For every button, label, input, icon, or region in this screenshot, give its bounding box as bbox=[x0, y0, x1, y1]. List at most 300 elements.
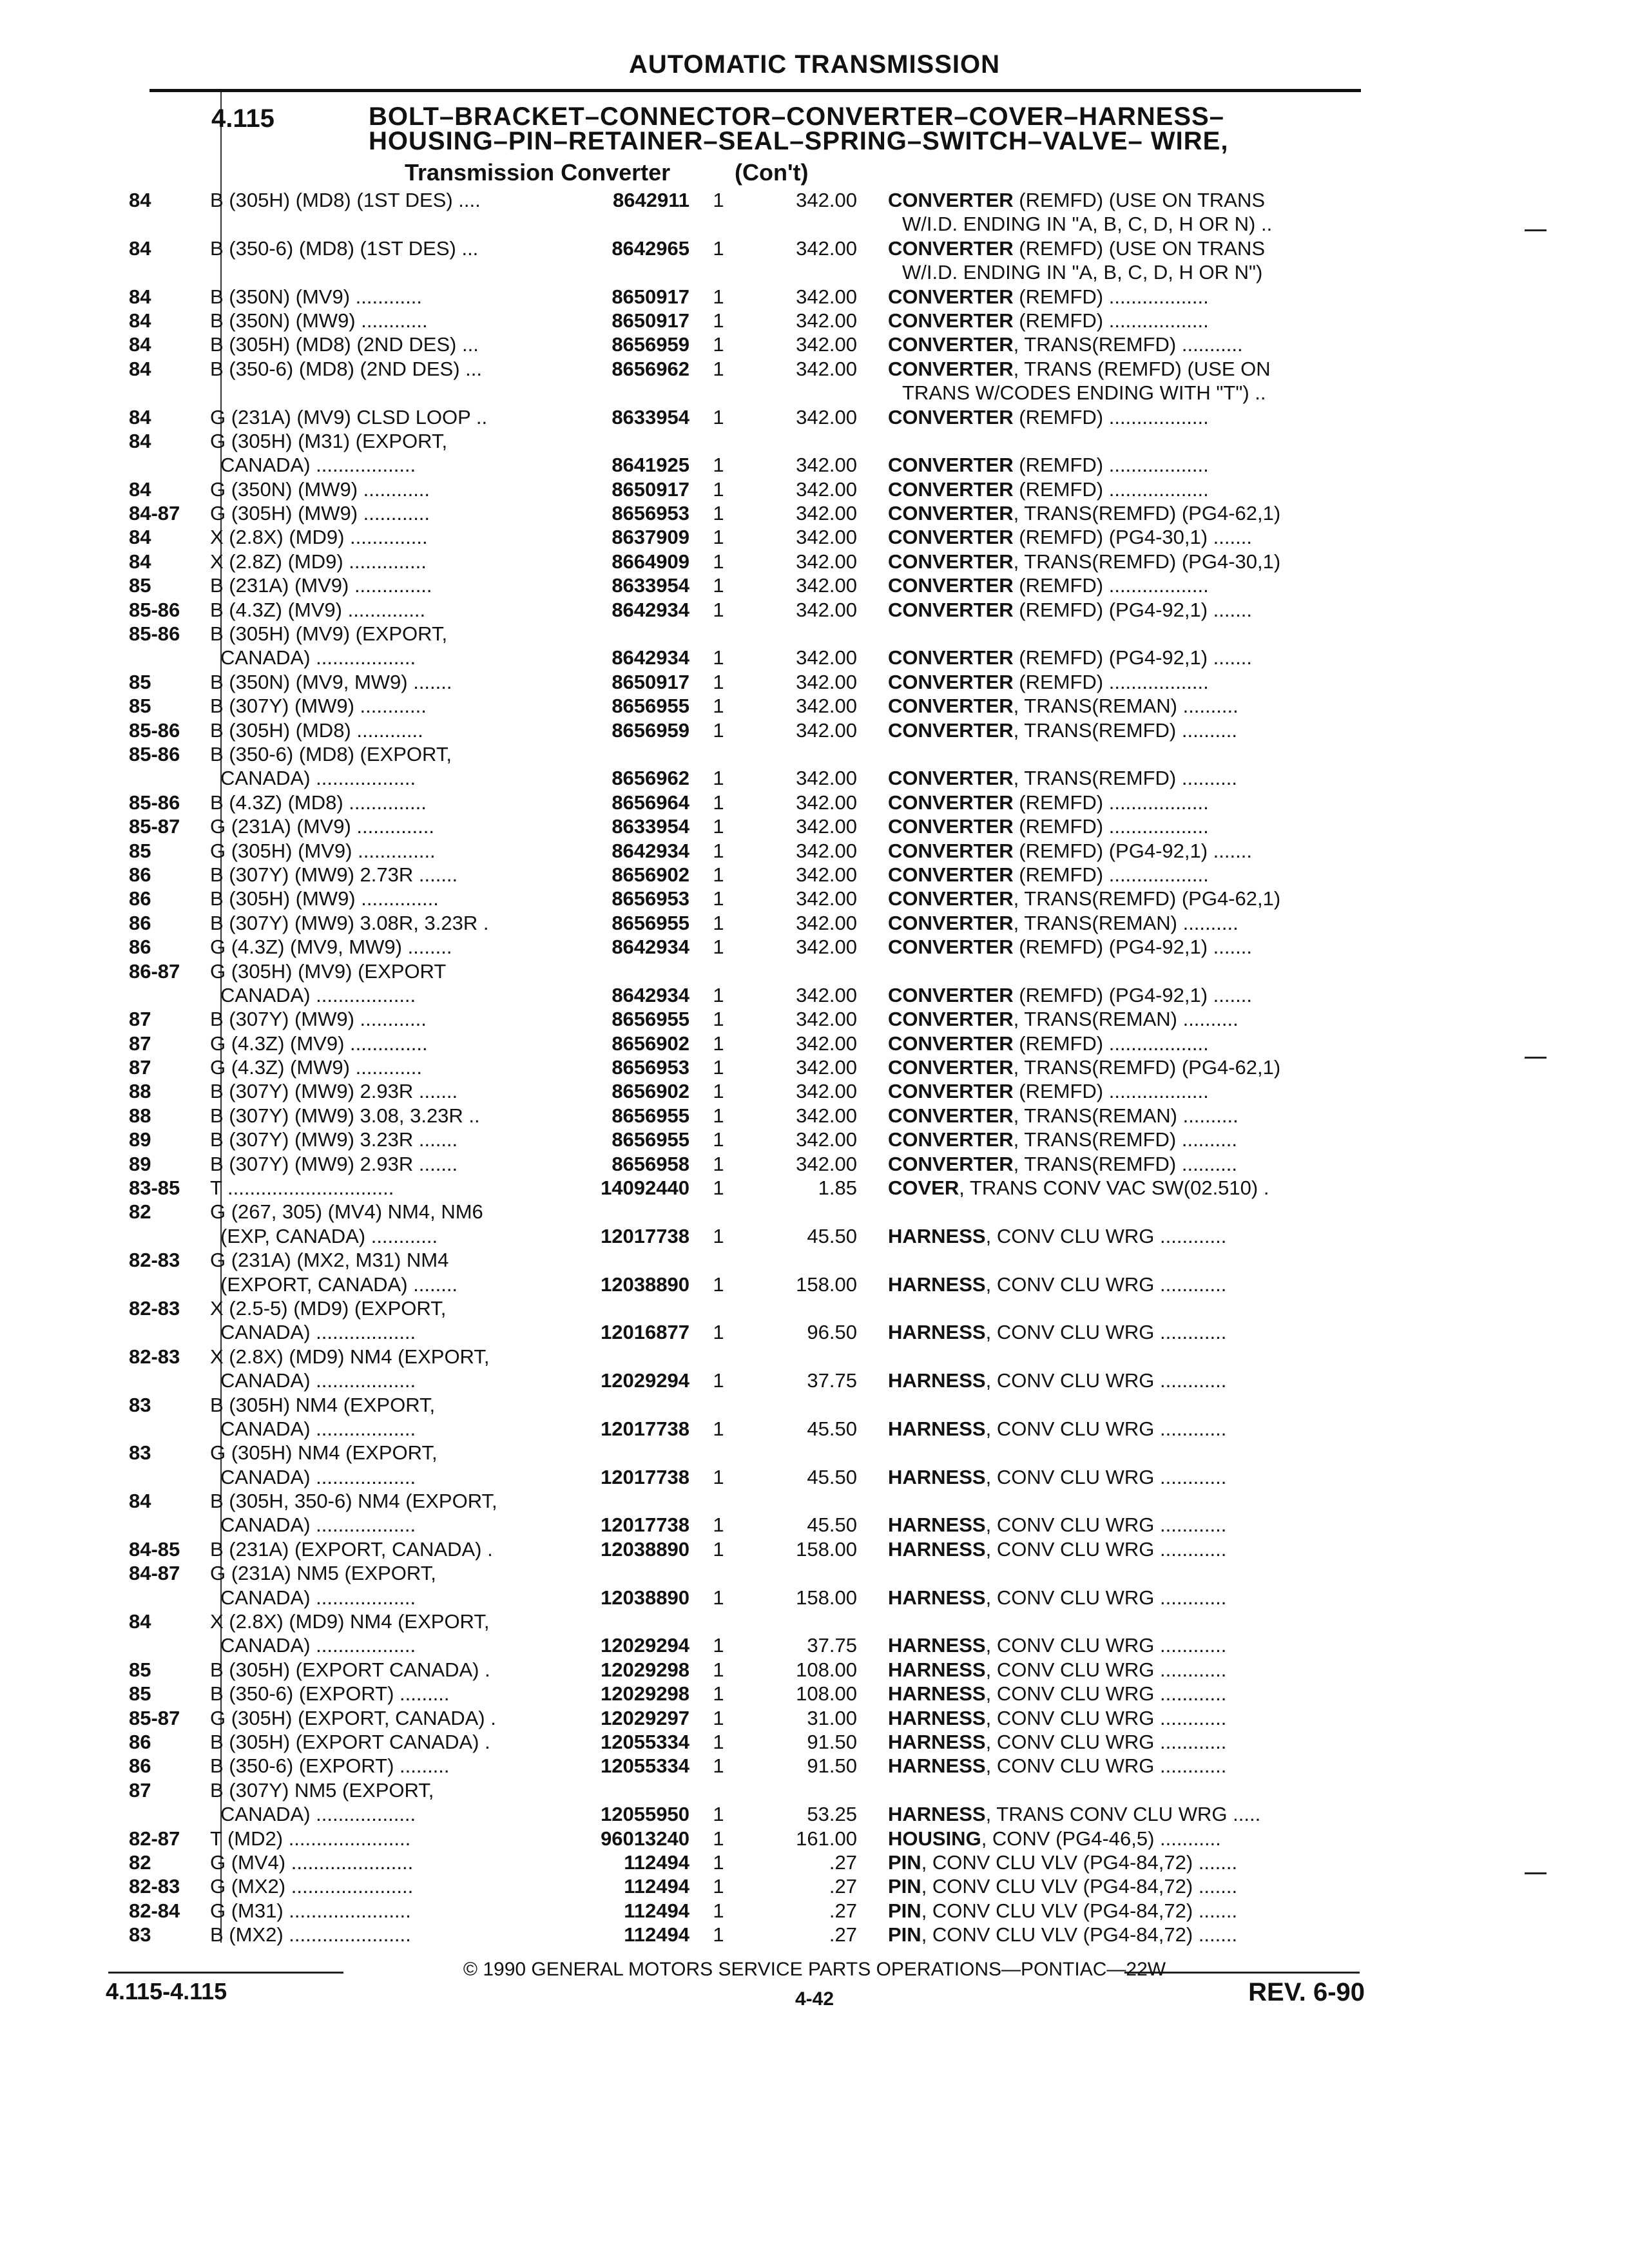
table-row bbox=[0, 1441, 1629, 1465]
row-part-name: CONVERTER (REMFD) .................. bbox=[888, 1032, 1209, 1055]
part-name-keyword: CONVERTER bbox=[888, 695, 1014, 718]
row-part-number: 8656902 bbox=[612, 1032, 689, 1055]
row-description: X (2.8X) (MD9) NM4 (EXPORT, bbox=[210, 1345, 490, 1368]
row-part-number: 8656964 bbox=[612, 791, 689, 814]
row-year: 84 bbox=[129, 526, 151, 549]
row-quantity: 1 bbox=[713, 887, 724, 910]
row-quantity: 1 bbox=[713, 1827, 724, 1850]
row-quantity: 1 bbox=[713, 574, 724, 597]
row-description: CANADA) .................. bbox=[220, 1634, 416, 1657]
row-price: 342.00 bbox=[796, 189, 857, 211]
row-price: 342.00 bbox=[796, 911, 857, 934]
row-price: 342.00 bbox=[796, 887, 857, 910]
row-part-number: 8642934 bbox=[612, 598, 689, 621]
row-price: 108.00 bbox=[796, 1658, 857, 1681]
row-part-number: 8650917 bbox=[612, 285, 689, 308]
row-part-name: CONVERTER, TRANS(REMAN) .......... bbox=[888, 695, 1239, 718]
row-part-number: 8656962 bbox=[612, 357, 689, 380]
row-description: G (4.3Z) (MV9, MW9) ........ bbox=[210, 936, 452, 959]
row-price: 342.00 bbox=[796, 1008, 857, 1031]
row-part-name: HARNESS, CONV CLU WRG ............ bbox=[888, 1634, 1227, 1657]
part-name-keyword: CONVERTER bbox=[888, 1128, 1014, 1151]
row-part-name: HARNESS, CONV CLU WRG ............ bbox=[888, 1514, 1227, 1537]
row-description: G (267, 305) (MV4) NM4, NM6 bbox=[210, 1200, 483, 1224]
row-description: B (307Y) (MW9) 3.08, 3.23R .. bbox=[210, 1104, 480, 1127]
row-year: 84 bbox=[129, 477, 151, 501]
row-year: 84 bbox=[129, 189, 151, 211]
table-row bbox=[0, 1537, 1629, 1561]
row-price: 342.00 bbox=[796, 598, 857, 621]
table-row bbox=[0, 935, 1629, 959]
row-year: 85-86 bbox=[129, 598, 180, 621]
row-year: 84 bbox=[129, 429, 151, 452]
row-year: 84 bbox=[129, 309, 151, 332]
row-price: 342.00 bbox=[796, 1152, 857, 1175]
row-part-number: 12017738 bbox=[601, 1417, 689, 1440]
part-name-keyword: HARNESS bbox=[888, 1369, 986, 1392]
row-description: B (350-6) (MD8) (2ND DES) ... bbox=[210, 357, 483, 380]
table-row bbox=[0, 1633, 1629, 1657]
row-description: G (305H) (MV9) .............. bbox=[210, 839, 436, 862]
row-price: 45.50 bbox=[807, 1514, 857, 1537]
row-quantity: 1 bbox=[713, 1754, 724, 1778]
row-price: 158.00 bbox=[796, 1537, 857, 1561]
part-name-keyword: CONVERTER bbox=[888, 333, 1014, 356]
row-description: CANADA) .................. bbox=[220, 1369, 416, 1392]
table-row bbox=[0, 598, 1629, 622]
part-name-keyword: CONVERTER bbox=[888, 357, 1014, 380]
part-name-keyword: CONVERTER bbox=[888, 526, 1014, 549]
section-title-line: HOUSING–PIN–RETAINER–SEAL–SPRING–SWITCH–VALVE– WIRE, bbox=[369, 127, 1229, 155]
part-name-keyword: HOUSING bbox=[888, 1827, 981, 1850]
row-year: 84 bbox=[129, 333, 151, 356]
part-name-keyword: CONVERTER bbox=[888, 670, 1014, 693]
row-description: B (231A) (MV9) .............. bbox=[210, 574, 432, 597]
row-price: 342.00 bbox=[796, 936, 857, 959]
row-year: 85 bbox=[129, 839, 151, 862]
row-part-name: CONVERTER (REMFD) .................. bbox=[888, 1080, 1209, 1103]
row-part-name: COVER, TRANS CONV VAC SW(02.510) . bbox=[888, 1177, 1269, 1200]
row-part-number: 8633954 bbox=[612, 815, 689, 838]
part-name-keyword: HARNESS bbox=[888, 1634, 986, 1657]
part-name-keyword: HARNESS bbox=[888, 1417, 986, 1440]
row-part-name: CONVERTER (REMFD) (PG4-92,1) ....... bbox=[888, 839, 1252, 862]
row-year: 84 bbox=[129, 285, 151, 308]
row-description: B (305H) (EXPORT CANADA) . bbox=[210, 1731, 490, 1753]
row-quantity: 1 bbox=[713, 1152, 724, 1175]
row-description: X (2.8X) (MD9) .............. bbox=[210, 526, 428, 549]
part-name-keyword: HARNESS bbox=[888, 1682, 986, 1706]
row-part-name: CONVERTER, TRANS (REMFD) (USE ON bbox=[888, 357, 1271, 380]
row-year: 84-87 bbox=[129, 502, 180, 525]
table-row bbox=[0, 1224, 1629, 1248]
row-year: 82-83 bbox=[129, 1345, 180, 1368]
row-price: 342.00 bbox=[796, 767, 857, 790]
row-quantity: 1 bbox=[713, 526, 724, 549]
row-quantity: 1 bbox=[713, 1923, 724, 1946]
row-price: 342.00 bbox=[796, 646, 857, 669]
row-price: 158.00 bbox=[796, 1273, 857, 1296]
row-year: 83 bbox=[129, 1923, 151, 1946]
row-quantity: 1 bbox=[713, 936, 724, 959]
row-description: CANADA) .................. bbox=[220, 1586, 416, 1609]
section-subtitle: Transmission Converter bbox=[405, 159, 671, 186]
row-description: G (305H) (MW9) ............ bbox=[210, 502, 430, 525]
row-part-number: 12038890 bbox=[601, 1537, 689, 1561]
row-description: X (2.8X) (MD9) NM4 (EXPORT, bbox=[210, 1610, 490, 1633]
row-quantity: 1 bbox=[713, 815, 724, 838]
row-part-name: CONVERTER (REMFD) .................. bbox=[888, 670, 1209, 693]
row-quantity: 1 bbox=[713, 911, 724, 934]
section-number: 4.115 bbox=[211, 104, 275, 133]
row-part-name: CONVERTER (REMFD) .................. bbox=[888, 791, 1209, 814]
row-quantity: 1 bbox=[713, 285, 724, 308]
header-rule bbox=[149, 89, 1361, 92]
row-part-number: 8637909 bbox=[612, 526, 689, 549]
part-name-keyword: HARNESS bbox=[888, 1224, 986, 1247]
part-name-keyword: CONVERTER bbox=[888, 550, 1014, 573]
row-description: G (305H) (MV9) (EXPORT bbox=[210, 959, 447, 983]
row-quantity: 1 bbox=[713, 598, 724, 621]
row-part-number: 8656962 bbox=[612, 767, 689, 790]
row-part-number: 8642934 bbox=[612, 936, 689, 959]
part-name-keyword: HARNESS bbox=[888, 1803, 986, 1826]
row-description: B (4.3Z) (MV9) .............. bbox=[210, 598, 426, 621]
row-description: G (M31) ...................... bbox=[210, 1899, 411, 1922]
row-year: 84-87 bbox=[129, 1562, 180, 1585]
row-quantity: 1 bbox=[713, 1850, 724, 1874]
row-part-number: 112494 bbox=[624, 1923, 689, 1946]
row-year: 82-84 bbox=[129, 1899, 180, 1922]
row-part-number: 12038890 bbox=[601, 1586, 689, 1609]
row-price: .27 bbox=[829, 1875, 857, 1898]
row-part-name: CONVERTER (REMFD) .................. bbox=[888, 285, 1209, 308]
row-part-name: TRANS W/CODES ENDING WITH "T") .. bbox=[902, 381, 1266, 405]
row-description: B (350-6) (MD8) (1ST DES) ... bbox=[210, 236, 479, 260]
part-name-keyword: CONVERTER bbox=[888, 598, 1014, 621]
row-year: 85 bbox=[129, 1682, 151, 1706]
part-name-keyword: CONVERTER bbox=[888, 309, 1014, 332]
part-name-keyword: CONVERTER bbox=[888, 1152, 1014, 1175]
row-part-number: 8656959 bbox=[612, 718, 689, 742]
row-quantity: 1 bbox=[713, 1128, 724, 1151]
row-part-name: HARNESS, CONV CLU WRG ............ bbox=[888, 1369, 1227, 1392]
row-price: 342.00 bbox=[796, 695, 857, 718]
table-row bbox=[0, 1658, 1629, 1682]
part-name-keyword: CONVERTER bbox=[888, 502, 1014, 525]
row-price: 342.00 bbox=[796, 839, 857, 862]
part-name-keyword: COVER bbox=[888, 1177, 959, 1200]
row-quantity: 1 bbox=[713, 189, 724, 211]
row-price: .27 bbox=[829, 1923, 857, 1946]
row-quantity: 1 bbox=[713, 718, 724, 742]
part-name-keyword: HARNESS bbox=[888, 1465, 986, 1488]
table-row bbox=[0, 1176, 1629, 1200]
row-year: 84 bbox=[129, 1610, 151, 1633]
row-price: 342.00 bbox=[796, 1104, 857, 1127]
row-price: 37.75 bbox=[807, 1634, 857, 1657]
row-price: 342.00 bbox=[796, 333, 857, 356]
row-description: (EXP, CANADA) ............ bbox=[220, 1224, 438, 1247]
row-part-number: 12029298 bbox=[601, 1682, 689, 1706]
row-year: 86 bbox=[129, 863, 151, 886]
row-part-name: CONVERTER, TRANS(REMAN) .......... bbox=[888, 911, 1239, 934]
part-name-keyword: HARNESS bbox=[888, 1658, 986, 1681]
table-row bbox=[0, 1369, 1629, 1392]
row-price: 342.00 bbox=[796, 405, 857, 428]
row-year: 82-83 bbox=[129, 1296, 180, 1320]
row-quantity: 1 bbox=[713, 646, 724, 669]
row-part-name: CONVERTER, TRANS(REMFD) .......... bbox=[888, 718, 1237, 742]
row-part-number: 112494 bbox=[624, 1875, 689, 1898]
row-part-number: 8656902 bbox=[612, 1080, 689, 1103]
row-year: 84-85 bbox=[129, 1537, 180, 1561]
row-part-name: CONVERTER, TRANS(REMFD) (PG4-62,1) bbox=[888, 887, 1281, 910]
part-name-keyword: CONVERTER bbox=[888, 936, 1014, 959]
row-part-name: CONVERTER, TRANS(REMAN) .......... bbox=[888, 1104, 1239, 1127]
row-quantity: 1 bbox=[713, 477, 724, 501]
row-part-name: W/I.D. ENDING IN "A, B, C, D, H OR N") bbox=[902, 261, 1263, 284]
row-part-number: 8633954 bbox=[612, 574, 689, 597]
table-row bbox=[0, 1802, 1629, 1826]
row-part-name: PIN, CONV CLU VLV (PG4-84,72) ....... bbox=[888, 1875, 1238, 1898]
row-price: 342.00 bbox=[796, 1080, 857, 1103]
row-description: B (305H, 350-6) NM4 (EXPORT, bbox=[210, 1490, 497, 1513]
row-part-number: 8642934 bbox=[612, 646, 689, 669]
row-part-number: 14092440 bbox=[601, 1177, 689, 1200]
row-quantity: 1 bbox=[713, 695, 724, 718]
row-part-number: 12029297 bbox=[601, 1706, 689, 1729]
row-year: 85-86 bbox=[129, 742, 180, 765]
row-part-name: CONVERTER (REMFD) (USE ON TRANS bbox=[888, 189, 1266, 211]
row-quantity: 1 bbox=[713, 1056, 724, 1079]
part-name-keyword: CONVERTER bbox=[888, 189, 1014, 211]
row-part-number: 8633954 bbox=[612, 405, 689, 428]
row-quantity: 1 bbox=[713, 1706, 724, 1729]
row-description: B (MX2) ...................... bbox=[210, 1923, 411, 1946]
table-row bbox=[0, 983, 1629, 1007]
table-row bbox=[0, 1345, 1629, 1369]
row-year: 86-87 bbox=[129, 959, 180, 983]
row-price: 37.75 bbox=[807, 1369, 857, 1392]
row-year: 87 bbox=[129, 1778, 151, 1802]
footer-revision: REV. 6-90 bbox=[1248, 1978, 1365, 2006]
part-name-keyword: CONVERTER bbox=[888, 574, 1014, 597]
part-name-keyword: PIN bbox=[888, 1850, 921, 1874]
part-name-keyword: HARNESS bbox=[888, 1321, 986, 1344]
row-year: 83 bbox=[129, 1441, 151, 1465]
row-quantity: 1 bbox=[713, 1177, 724, 1200]
row-year: 82-83 bbox=[129, 1249, 180, 1272]
row-description: CANADA) .................. bbox=[220, 1803, 416, 1826]
row-price: 342.00 bbox=[796, 815, 857, 838]
table-row bbox=[0, 1032, 1629, 1055]
table-row bbox=[0, 911, 1629, 935]
row-description: B (305H) (EXPORT CANADA) . bbox=[210, 1658, 490, 1681]
row-year: 86 bbox=[129, 1754, 151, 1778]
table-row bbox=[0, 1320, 1629, 1344]
row-part-number: 12029298 bbox=[601, 1658, 689, 1681]
row-year: 88 bbox=[129, 1104, 151, 1127]
row-description: T .............................. bbox=[210, 1177, 394, 1200]
part-name-keyword: CONVERTER bbox=[888, 863, 1014, 886]
row-part-number: 8642965 bbox=[612, 236, 689, 260]
table-row bbox=[0, 1007, 1629, 1031]
row-part-name: HOUSING, CONV (PG4-46,5) ........... bbox=[888, 1827, 1221, 1850]
table-row bbox=[0, 1248, 1629, 1272]
part-name-keyword: CONVERTER bbox=[888, 454, 1014, 477]
table-row bbox=[0, 1586, 1629, 1610]
row-year: 86 bbox=[129, 887, 151, 910]
table-row bbox=[0, 453, 1629, 477]
row-description: G (4.3Z) (MW9) ............ bbox=[210, 1056, 422, 1079]
table-row bbox=[0, 1296, 1629, 1320]
table-row bbox=[0, 959, 1629, 983]
table-row bbox=[0, 1923, 1629, 1946]
row-year: 85-87 bbox=[129, 815, 180, 838]
table-row bbox=[0, 1465, 1629, 1489]
table-row bbox=[0, 477, 1629, 501]
row-part-name: HARNESS, TRANS CONV CLU WRG ..... bbox=[888, 1803, 1261, 1826]
table-row bbox=[0, 1200, 1629, 1224]
row-quantity: 1 bbox=[713, 1273, 724, 1296]
row-description: CANADA) .................. bbox=[220, 1321, 416, 1344]
table-row bbox=[0, 1874, 1629, 1898]
table-row bbox=[0, 646, 1629, 669]
row-description: B (231A) (EXPORT, CANADA) . bbox=[210, 1537, 493, 1561]
row-year: 89 bbox=[129, 1128, 151, 1151]
row-part-number: 12017738 bbox=[601, 1224, 689, 1247]
row-quantity: 1 bbox=[713, 357, 724, 380]
row-description: B (350-6) (EXPORT) ......... bbox=[210, 1754, 450, 1778]
row-description: B (305H) (MV9) (EXPORT, bbox=[210, 622, 448, 646]
row-year: 85 bbox=[129, 670, 151, 693]
row-part-number: 8656958 bbox=[612, 1152, 689, 1175]
row-quantity: 1 bbox=[713, 236, 724, 260]
row-year: 82 bbox=[129, 1850, 151, 1874]
row-quantity: 1 bbox=[713, 1465, 724, 1488]
table-row bbox=[0, 188, 1629, 212]
row-price: 342.00 bbox=[796, 236, 857, 260]
row-price: 45.50 bbox=[807, 1465, 857, 1488]
row-price: 161.00 bbox=[796, 1827, 857, 1850]
row-price: 342.00 bbox=[796, 526, 857, 549]
row-description: B (307Y) (MW9) 3.23R ....... bbox=[210, 1128, 458, 1151]
part-name-keyword: CONVERTER bbox=[888, 1104, 1014, 1127]
row-quantity: 1 bbox=[713, 550, 724, 573]
row-description: B (307Y) (MW9) 2.93R ....... bbox=[210, 1152, 458, 1175]
row-year: 84 bbox=[129, 550, 151, 573]
row-description: (EXPORT, CANADA) ........ bbox=[220, 1273, 458, 1296]
row-description: B (307Y) (MW9) 3.08R, 3.23R . bbox=[210, 911, 489, 934]
part-name-keyword: HARNESS bbox=[888, 1273, 986, 1296]
row-part-name: CONVERTER (REMFD) .................. bbox=[888, 815, 1209, 838]
table-row bbox=[0, 1104, 1629, 1128]
table-row bbox=[0, 887, 1629, 910]
section-title bbox=[369, 104, 1228, 153]
row-price: 342.00 bbox=[796, 574, 857, 597]
row-part-name: HARNESS, CONV CLU WRG ............ bbox=[888, 1706, 1227, 1729]
row-description: B (307Y) NM5 (EXPORT, bbox=[210, 1778, 434, 1802]
table-row bbox=[0, 766, 1629, 790]
row-quantity: 1 bbox=[713, 791, 724, 814]
row-description: G (MX2) ...................... bbox=[210, 1875, 414, 1898]
row-part-name: PIN, CONV CLU VLV (PG4-84,72) ....... bbox=[888, 1899, 1238, 1922]
row-description: B (4.3Z) (MD8) .............. bbox=[210, 791, 427, 814]
row-quantity: 1 bbox=[713, 1634, 724, 1657]
section-title-line: BOLT–BRACKET–CONNECTOR–CONVERTER–COVER–HARNESS– bbox=[369, 102, 1224, 131]
row-part-number: 8656955 bbox=[612, 1104, 689, 1127]
row-year: 83-85 bbox=[129, 1177, 180, 1200]
row-part-name: HARNESS, CONV CLU WRG ............ bbox=[888, 1224, 1227, 1247]
row-description: CANADA) .................. bbox=[220, 983, 416, 1006]
row-year: 85 bbox=[129, 1658, 151, 1681]
row-description: CANADA) .................. bbox=[220, 1417, 416, 1440]
footer-copyright: © 1990 GENERAL MOTORS SERVICE PARTS OPERATIONS—PONTIAC—22W bbox=[463, 1959, 1166, 1980]
row-price: 96.50 bbox=[807, 1321, 857, 1344]
row-part-name: HARNESS, CONV CLU WRG ............ bbox=[888, 1273, 1227, 1296]
row-description: G (MV4) ...................... bbox=[210, 1850, 414, 1874]
row-part-number: 12029294 bbox=[601, 1369, 689, 1392]
row-price: .27 bbox=[829, 1899, 857, 1922]
part-name-keyword: CONVERTER bbox=[888, 815, 1014, 838]
row-price: 31.00 bbox=[807, 1706, 857, 1729]
row-quantity: 1 bbox=[713, 1032, 724, 1055]
row-part-number: 8650917 bbox=[612, 670, 689, 693]
table-row bbox=[0, 1561, 1629, 1585]
row-quantity: 1 bbox=[713, 1875, 724, 1898]
row-year: 83 bbox=[129, 1393, 151, 1416]
row-description: G (305H) NM4 (EXPORT, bbox=[210, 1441, 438, 1465]
row-part-number: 12029294 bbox=[601, 1634, 689, 1657]
table-row bbox=[0, 718, 1629, 742]
row-part-name: CONVERTER, TRANS(REMFD) (PG4-62,1) bbox=[888, 1056, 1281, 1079]
row-quantity: 1 bbox=[713, 983, 724, 1006]
row-part-name: CONVERTER, TRANS(REMFD) ........... bbox=[888, 333, 1243, 356]
row-part-number: 12017738 bbox=[601, 1465, 689, 1488]
row-quantity: 1 bbox=[713, 670, 724, 693]
part-name-keyword: PIN bbox=[888, 1875, 921, 1898]
row-year: 87 bbox=[129, 1056, 151, 1079]
table-row bbox=[0, 501, 1629, 525]
row-part-number: 8664909 bbox=[612, 550, 689, 573]
part-name-keyword: CONVERTER bbox=[888, 285, 1014, 308]
row-description: G (4.3Z) (MV9) .............. bbox=[210, 1032, 428, 1055]
table-row bbox=[0, 1682, 1629, 1706]
row-part-name: CONVERTER (REMFD) .................. bbox=[888, 309, 1209, 332]
row-part-number: 8650917 bbox=[612, 309, 689, 332]
row-year: 84 bbox=[129, 236, 151, 260]
row-quantity: 1 bbox=[713, 1731, 724, 1753]
row-price: 91.50 bbox=[807, 1754, 857, 1778]
row-description: T (MD2) ...................... bbox=[210, 1827, 411, 1850]
row-quantity: 1 bbox=[713, 1321, 724, 1344]
row-price: 342.00 bbox=[796, 550, 857, 573]
row-part-number: 96013240 bbox=[601, 1827, 689, 1850]
row-part-number: 8656955 bbox=[612, 1008, 689, 1031]
row-description: B (305H) (MD8) ............ bbox=[210, 718, 423, 742]
margin-mark bbox=[1525, 1872, 1547, 1874]
row-part-name: CONVERTER, TRANS(REMFD) .......... bbox=[888, 767, 1237, 790]
row-description: G (231A) (MV9) .............. bbox=[210, 815, 434, 838]
row-quantity: 1 bbox=[713, 1224, 724, 1247]
part-name-keyword: PIN bbox=[888, 1923, 921, 1946]
table-row bbox=[0, 1754, 1629, 1778]
table-row bbox=[0, 791, 1629, 814]
row-price: 342.00 bbox=[796, 718, 857, 742]
table-row bbox=[0, 1513, 1629, 1537]
row-year: 87 bbox=[129, 1008, 151, 1031]
